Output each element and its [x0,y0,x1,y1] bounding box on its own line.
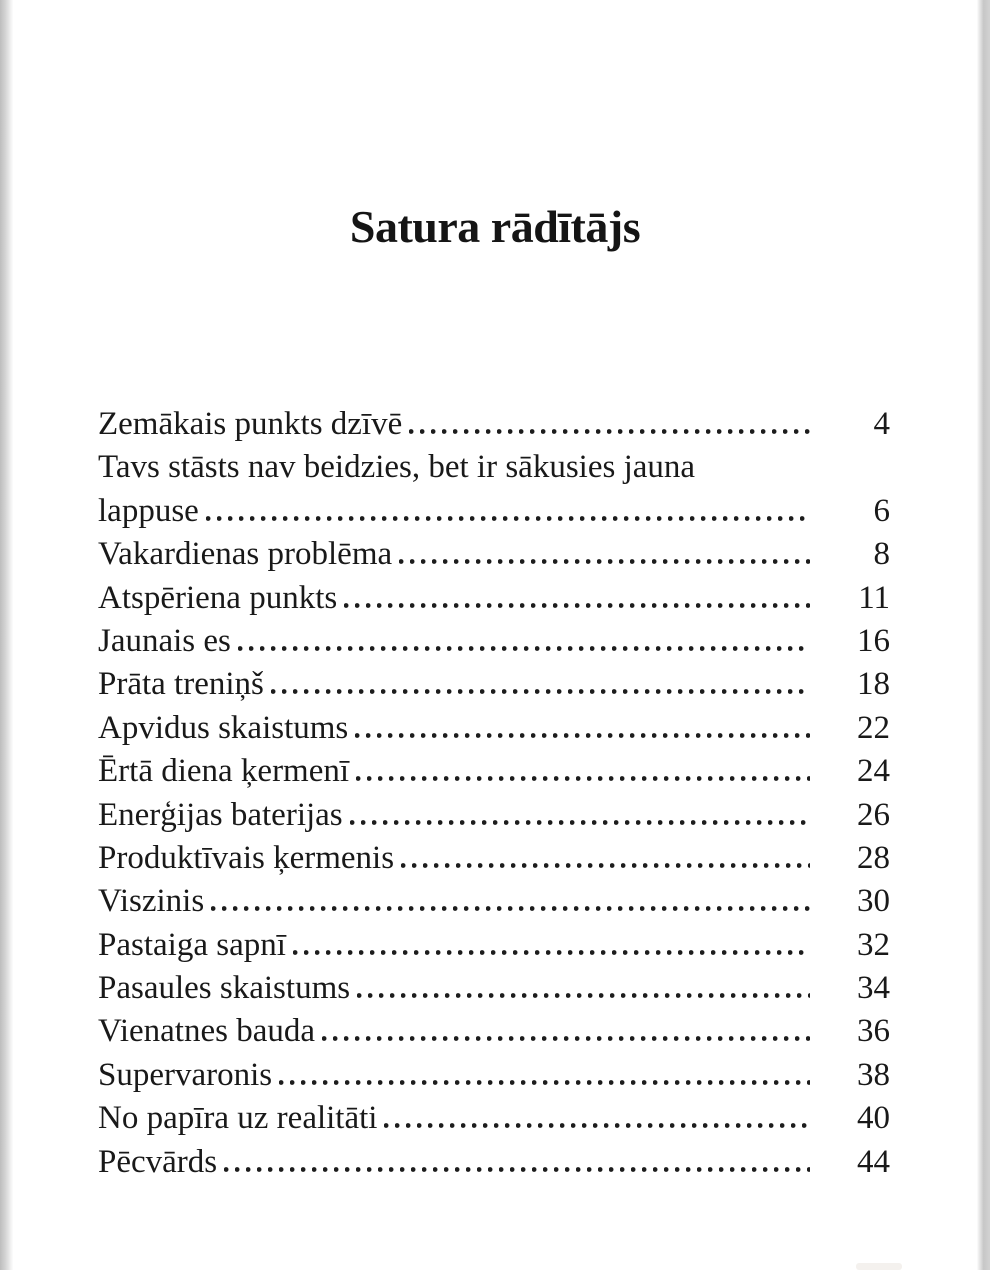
toc-entry-title: Vienatnes bauda [98,1013,316,1050]
toc-line [98,666,890,709]
toc-entry-title: Apvidus skaistums [98,709,349,746]
toc-entry-title: Supervaronis [98,1056,273,1093]
toc-line [98,449,890,492]
toc-entry-title: Viszinis [98,883,205,920]
toc-line [98,710,890,753]
toc-entry-page-number: 36 [857,1013,890,1050]
toc-line [98,536,890,579]
page-edge-shadow-left [0,0,13,1270]
toc-entry-title: Vakardienas problēma [98,536,393,573]
dot-leader [271,689,810,694]
toc-line [98,970,890,1013]
toc-entry-page-number: 8 [873,536,890,573]
toc-entry-page-number: 32 [857,926,890,963]
toc-line [98,883,890,926]
toc-entry-title: Pasaules skaistums [98,970,351,1007]
toc-entry-page-number: 26 [857,796,890,833]
dot-leader [356,776,810,781]
toc-line [98,927,890,970]
dot-leader [350,820,810,825]
toc-line [98,580,890,623]
dot-leader [279,1080,810,1085]
toc-entry-title: Ērtā diena ķermenī [98,753,350,790]
toc-entry-page-number: 28 [857,839,890,876]
toc-entry-title: Prāta treniņš [98,666,264,703]
toc-entry-title: Atspēriena punkts [98,579,338,616]
dot-leader [401,863,810,868]
toc-entry-title: Pēcvārds [98,1143,218,1180]
toc-entry-title: Produktīvais ķermenis [98,839,395,876]
page-edge-shadow-right [977,0,990,1270]
toc-line [98,840,890,883]
toc-entry-title: Enerģijas baterijas [98,796,343,833]
dot-leader [206,516,810,521]
toc-entry-page-number: 11 [858,579,890,616]
faint-cutoff-artifact [856,1263,902,1270]
dot-leader [399,559,810,564]
toc-line [98,1144,890,1187]
dot-leader [211,906,810,911]
dot-leader [224,1167,810,1172]
toc-entry-page-number: 38 [857,1056,890,1093]
toc-line [98,406,890,449]
table-of-contents [98,406,890,1187]
toc-line [98,1057,890,1100]
dot-leader [384,1123,810,1128]
toc-line [98,753,890,796]
dot-leader [409,429,810,434]
toc-entry-title: No papīra uz realitāti [98,1100,378,1137]
dot-leader [238,646,810,651]
dot-leader [357,993,810,998]
toc-entry-page-number: 6 [873,492,890,529]
dot-leader [293,950,810,955]
toc-line [98,623,890,666]
toc-line [98,1013,890,1056]
toc-entry-page-number: 44 [857,1143,890,1180]
toc-entry-page-number: 34 [857,970,890,1007]
toc-entry-page-number: 30 [857,883,890,920]
dot-leader [355,733,810,738]
toc-entry-title: Pastaiga sapnī [98,926,286,963]
toc-entry-page-number: 22 [857,709,890,746]
toc-entry-page-number: 24 [857,753,890,790]
page-title: Satura rādītājs [349,201,641,252]
toc-entry-page-number: 16 [857,622,890,659]
toc-entry-title: Jaunais es [98,622,231,659]
toc-entry-page-number: 40 [857,1100,890,1137]
toc-line [98,1100,890,1143]
dot-leader [344,603,810,608]
toc-line [98,493,890,536]
toc-entry-title: lappuse [98,492,199,529]
toc-entry-page-number: 4 [873,406,890,442]
toc-entry-page-number: 18 [857,666,890,703]
toc-entry-title: Tavs stāsts nav beidzies, bet ir sākusies jauna [98,449,696,486]
toc-entry-title: Zemākais punkts dzīvē [98,406,403,442]
dot-leader [322,1036,810,1041]
toc-line [98,797,890,840]
